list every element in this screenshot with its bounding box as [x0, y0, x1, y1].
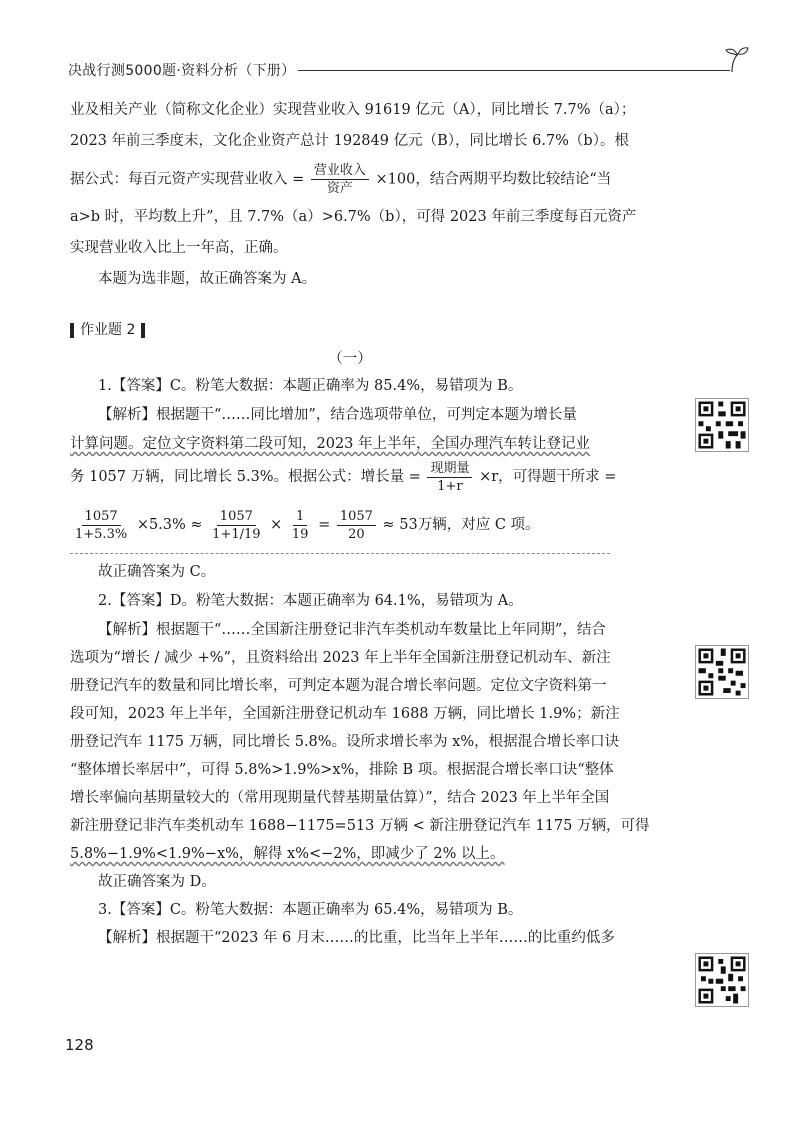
- intro-fraction: [311, 162, 369, 197]
- intro-line: 实现营业收入比上一年高，正确。: [70, 240, 288, 256]
- intro-formula-line: [70, 162, 670, 197]
- header-rule: [298, 70, 730, 71]
- intro-formula-suffix: ×100，结合两期平均数比较结论“当: [375, 171, 612, 188]
- section-label-text: 作业题 2: [80, 322, 136, 338]
- leaf-icon: [724, 44, 750, 74]
- section-subhead: （一）: [328, 351, 372, 367]
- calc-fraction-3: [289, 508, 312, 543]
- qr-code-icon[interactable]: [695, 398, 749, 452]
- q3-analysis-line: 【解析】根据题干“2023 年 6 月末……的比重，比当年上半年……的比重约低多: [98, 930, 615, 946]
- q1-analysis-line: 计算问题。定位文字资料第二段可知，2023 年上半年，全国办理汽车转让登记业: [70, 436, 591, 452]
- q1-analysis-line: 【解析】根据题干“……同比增加”，结合选项带单位，可判定本题为增长量: [98, 407, 577, 423]
- calc-fraction-1: [72, 508, 130, 543]
- fraction-numerator: 1057: [82, 508, 121, 526]
- q2-analysis-line: 段可知，2023 年上半年，全国新注册登记机动车 1688 万辆，同比增长 1.9%；新注: [70, 706, 620, 722]
- q1-formula-prefix: 务 1057 万辆，同比增长 5.3%。根据公式：增长量 =: [70, 469, 421, 485]
- q1-calculation: [70, 501, 670, 549]
- q2-analysis-line: 选项为“增长 / 减少 +%”，且资料给出 2023 年上半年全国新注册登记机动车、新注: [70, 650, 611, 666]
- fraction-denominator: 1+1/19: [212, 526, 261, 542]
- q3-answer: 3.【答案】C。粉笔大数据：本题正确率为 65.4%，易错项为 B。: [98, 902, 523, 918]
- calc-operator: ×5.3% ≈: [136, 517, 203, 533]
- fraction-denominator: 19: [291, 526, 309, 542]
- q2-analysis-line: 增长率偏向基期量较大的（常用现期量代替基期量估算）”，结合 2023 年上半年全国: [70, 790, 610, 806]
- section-label: [70, 320, 670, 341]
- intro-formula-prefix: 据公式：每百元资产实现营业收入 =: [70, 171, 305, 188]
- q2-analysis-line: 册登记汽车 1175 万辆，同比增长 5.8%。设所求增长率为 x%，根据混合增长率口诀: [70, 734, 620, 750]
- q2-analysis-line: 册登记汽车的数量和同比增长率，可判定本题为混合增长率问题。定位文字资料第一: [70, 678, 607, 694]
- calc-operator: =: [318, 517, 331, 533]
- intro-line: 2023 年前三季度末，文化企业资产总计 192849 亿元（B），同比增长 6.7%（b）。根: [70, 133, 629, 149]
- qr-code-icon[interactable]: [695, 953, 749, 1007]
- fraction-numerator: 现期量: [427, 460, 472, 478]
- q1-formula-line: [70, 459, 670, 495]
- q2-conclusion: 故正确答案为 D。: [98, 874, 216, 890]
- section-bar-left: [70, 323, 74, 338]
- qr-code-icon[interactable]: [695, 645, 749, 699]
- intro-line: a>b 时，平均数上升”，且 7.7%（a）>6.7%（b），可得 2023 年前三季度每百元资产: [70, 209, 637, 225]
- calc-operator: ×: [270, 517, 283, 533]
- fraction-numerator: 1057: [217, 508, 256, 526]
- fraction-numerator: 1: [293, 508, 307, 526]
- calc-result: ≈ 53万辆，对应 C 项。: [382, 517, 540, 533]
- q2-analysis-line: 新注册登记非汽车类机动车 1688−1175=513 万辆 < 新注册登记汽车 1175 万辆，可得: [70, 818, 650, 834]
- q1-formula-suffix: ×r，可得题干所求 =: [479, 469, 617, 485]
- fraction-denominator: 1+5.3%: [75, 526, 128, 542]
- page-body: [70, 100, 670, 949]
- q1-conclusion: 故正确答案为 C。: [98, 564, 216, 580]
- fraction-numerator: 营业收入: [311, 162, 369, 180]
- header-title: 决战行测5000题·资料分析（下册）: [68, 63, 296, 79]
- intro-line: 业及相关产业（简称文化企业）实现营业收入 91619 亿元（A），同比增长 7.7%（a）；: [70, 102, 636, 118]
- section-bar-right: [141, 323, 145, 338]
- fraction-denominator: 资产: [326, 181, 353, 196]
- q2-answer: 2.【答案】D。粉笔大数据：本题正确率为 64.1%，易错项为 A。: [98, 593, 523, 609]
- q1-growth-fraction: [427, 460, 472, 495]
- calc-fraction-2: [209, 508, 263, 543]
- q2-analysis-line: “整体增长率居中”，可得 5.8%>1.9%>x%，排除 B 项。根据混合增长率口诀“整体: [70, 762, 614, 778]
- q1-answer: 1.【答案】C。粉笔大数据：本题正确率为 85.4%，易错项为 B。: [98, 378, 523, 394]
- dashed-divider: [70, 549, 610, 554]
- q2-analysis-line: 5.8%−1.9%<1.9%−x%，解得 x%<−2%，即减少了 2% 以上。: [70, 846, 505, 862]
- page-number: 128: [65, 1036, 94, 1054]
- fraction-numerator: 1057: [337, 508, 376, 526]
- calc-fraction-4: [337, 508, 376, 543]
- intro-conclusion: 本题为选非题，故正确答案为 A。: [98, 271, 317, 287]
- fraction-denominator: 20: [348, 526, 365, 542]
- fraction-denominator: 1+r: [437, 478, 463, 494]
- q2-analysis-line: 【解析】根据题干“……全国新注册登记非汽车类机动车数量比上年同期”，结合: [98, 622, 606, 638]
